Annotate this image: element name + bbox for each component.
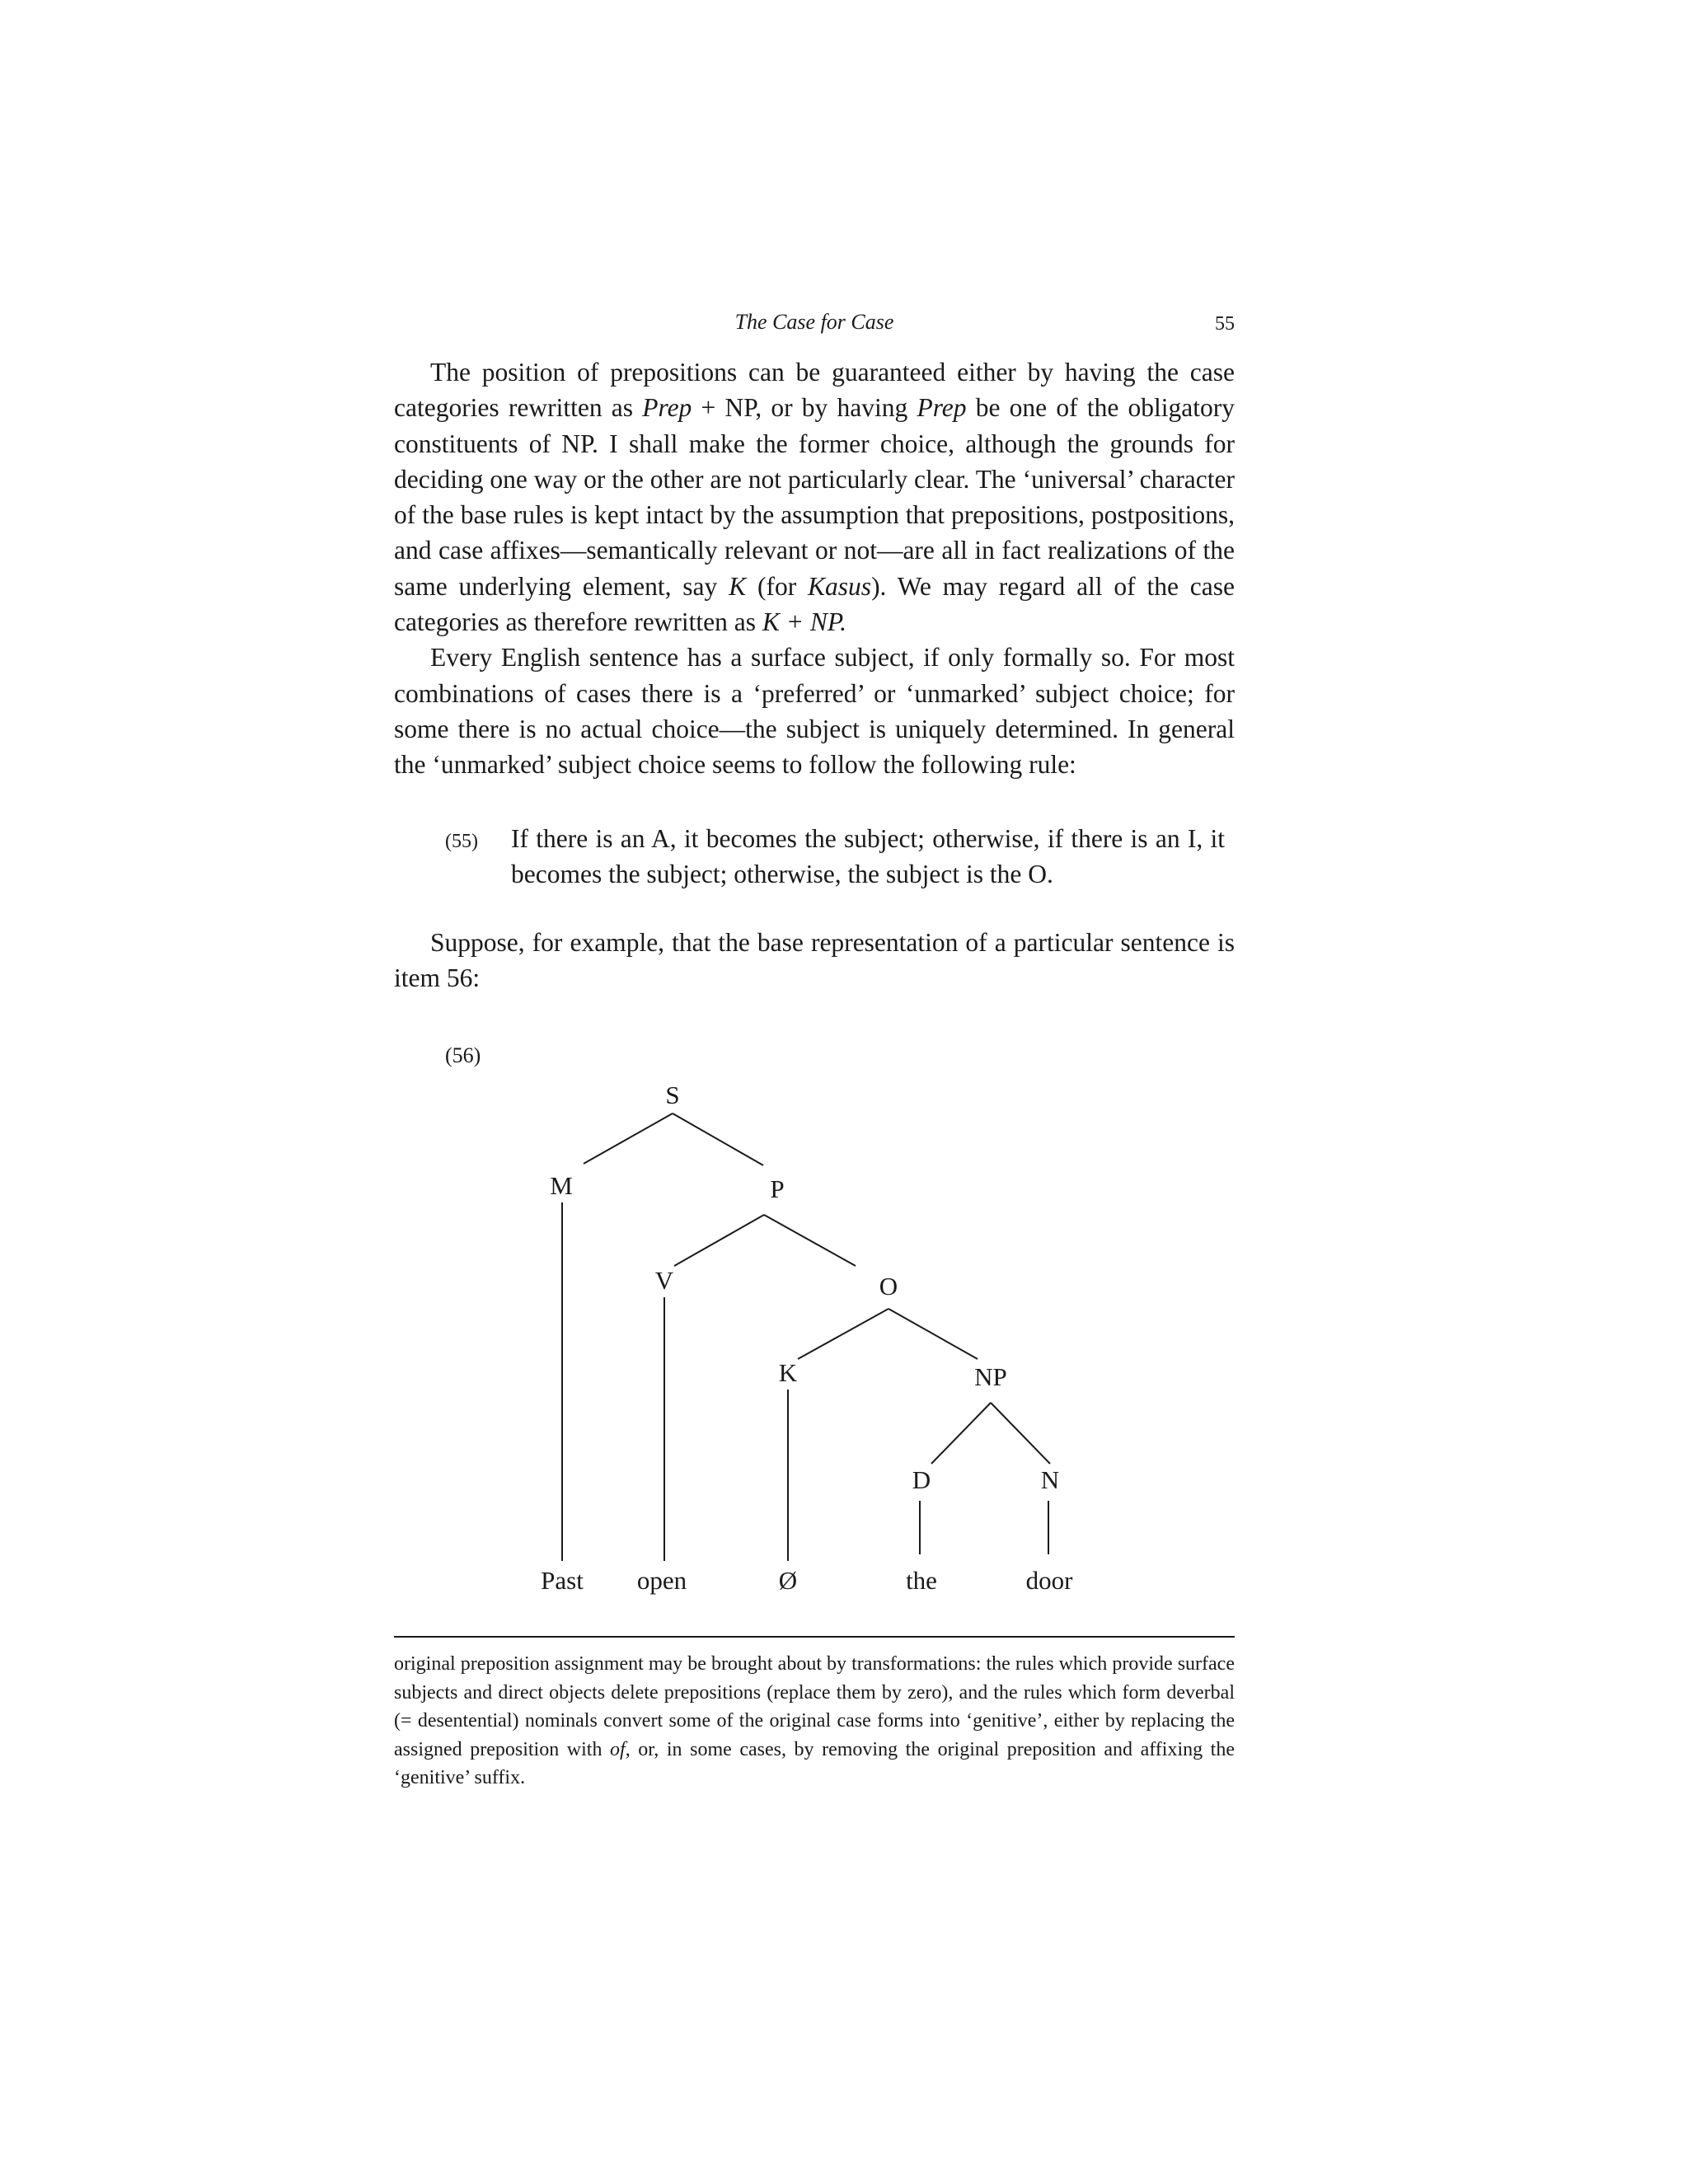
branch-p-o	[764, 1215, 856, 1266]
footnote-text-1: original preposition assignment may be brought about by transformations: the rules which provide surface subjects and direct objects delete prepositions (replace them by zero), and the rules which form deverbal (= desentential) nominals convert some of the original case forms into ‘genitive’, either by replacing the assigned preposition with	[394, 1653, 1235, 1760]
leaf-the: the	[906, 1566, 937, 1596]
footnote-italic-of: of	[610, 1738, 626, 1760]
footnote-rule	[394, 1636, 1235, 1638]
leaf-past: Past	[541, 1566, 584, 1596]
example-55	[445, 821, 1235, 892]
leaf-door: door	[1025, 1566, 1073, 1596]
leaf-open: open	[636, 1566, 687, 1596]
footnote-text-2: , or, in some cases, by removing the original preposition and affixing the ‘genitive’ suffix.	[394, 1738, 1235, 1788]
example-55-text: If there is an A, it becomes the subject; otherwise, if there is an I, it becomes the subject; otherwise, the subject is the O.	[511, 823, 1225, 888]
paragraph-1-text-3: be one of the obligatory constituents of NP. I shall make the former choice, although the grounds for deciding one way or the other are not particularly clear. The ‘universal’ character of the base rules is kept intact by the assumption that prepositions, postpositions, and case affixes—semantically relevant or not—are all in fact realizations of the same underlying element, say	[394, 393, 1235, 601]
footnote	[394, 1650, 1235, 1793]
paragraph-1-italic-prep-2: Prep	[917, 393, 967, 423]
branch-np-d	[931, 1403, 991, 1464]
node-n: N	[1040, 1465, 1060, 1495]
paragraph-1-italic-k-np: K + NP.	[762, 607, 846, 637]
paragraph-3: Suppose, for example, that the base representation of a particular sentence is item 56:	[394, 927, 1235, 992]
node-p: P	[770, 1174, 785, 1204]
paragraph-1-text-4: (for	[746, 571, 809, 601]
node-d: D	[912, 1465, 931, 1495]
paragraph-1	[394, 354, 1235, 640]
paragraph-1-italic-kasus: Kasus	[808, 571, 872, 601]
node-k: K	[778, 1358, 798, 1388]
example-56	[394, 1043, 1235, 1637]
branch-p-v	[674, 1215, 764, 1266]
running-title: The Case for Case	[734, 310, 894, 334]
example-56-number: (56)	[445, 1043, 481, 1068]
paragraph-2: Every English sentence has a surface subject, if only formally so. For most combinations of cases there is a ‘preferred’ or ‘unmarked’ subject choice; for some there is no actual choice—the subject is uniquely determined. In general the ‘unmarked’ subject choice seems to follow the following rule:	[394, 643, 1235, 780]
node-m: M	[550, 1171, 573, 1201]
paragraph-1-italic-k: K	[729, 571, 747, 601]
node-v: V	[654, 1266, 674, 1296]
branch-s-p	[673, 1113, 763, 1165]
syntax-tree-diagram	[394, 1043, 1235, 1637]
branch-o-np	[889, 1309, 978, 1359]
paragraph-1-text-2: + NP, or by having	[692, 393, 917, 423]
body-text	[394, 354, 1235, 996]
node-s: S	[665, 1080, 680, 1110]
branch-np-n	[991, 1403, 1050, 1464]
node-np: NP	[974, 1362, 1007, 1392]
running-head	[394, 305, 1235, 338]
branch-o-k	[798, 1309, 889, 1359]
paragraph-1-text-5: ). We may regard all of the case categories as therefore rewritten as	[394, 571, 1235, 637]
book-page	[394, 305, 1235, 1637]
node-o: O	[879, 1272, 898, 1301]
page-number: 55	[1215, 313, 1235, 335]
paragraph-1-text-1: The position of prepositions can be guaranteed either by having the case categories rewritten as	[394, 358, 1235, 423]
branch-s-m	[584, 1113, 673, 1164]
leaf-zero: Ø	[778, 1566, 798, 1596]
paragraph-1-italic-prep-1: Prep	[642, 393, 692, 423]
example-55-number: (55)	[445, 830, 478, 852]
